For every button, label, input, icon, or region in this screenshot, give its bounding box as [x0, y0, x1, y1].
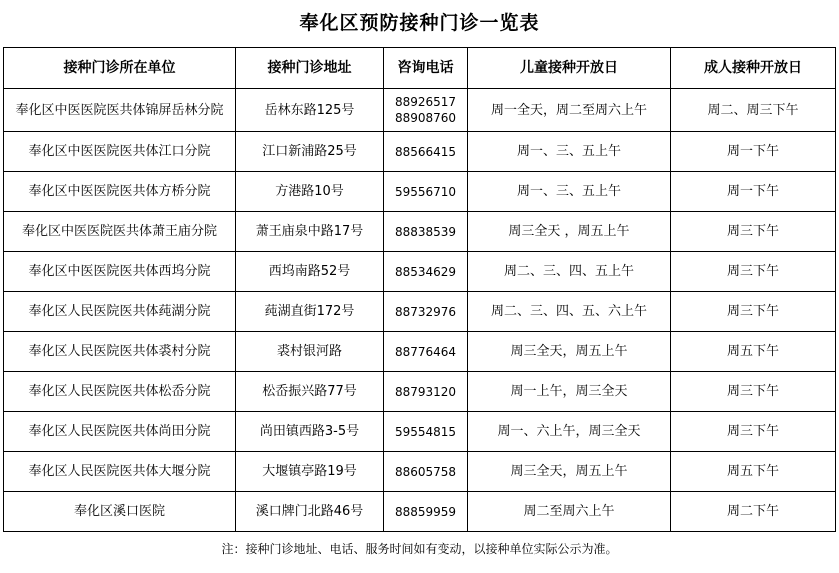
cell-adult-days: 周一下午: [671, 132, 836, 172]
cell-child-days: 周三全天，周五上午: [468, 452, 671, 492]
cell-child-days: 周一、三、五上午: [468, 132, 671, 172]
cell-phone: [384, 172, 468, 212]
cell-address: 岳林东路125号: [236, 89, 384, 132]
cell-child-days: 周三全天 ，周五上午: [468, 212, 671, 252]
cell-unit: 奉化区人民医院医共体裘村分院: [4, 332, 236, 372]
header-phone: 咨询电话: [384, 48, 468, 89]
cell-adult-days: 周三下午: [671, 412, 836, 452]
phone-number: 88605758: [394, 464, 457, 479]
cell-child-days: 周二、三、四、五上午: [468, 252, 671, 292]
table-row: [4, 452, 836, 492]
cell-unit: 奉化区人民医院医共体莼湖分院: [4, 292, 236, 332]
table-row: [4, 372, 836, 412]
page-title: 奉化区预防接种门诊一览表: [299, 12, 540, 34]
note-row: [4, 532, 836, 567]
cell-address: 萧王庙泉中路17号: [236, 212, 384, 252]
cell-unit: 奉化区中医医院医共体方桥分院: [4, 172, 236, 212]
cell-unit: 奉化区中医医院医共体萧王庙分院: [4, 212, 236, 252]
table-row: [4, 252, 836, 292]
phone-number: 88926517: [394, 95, 457, 109]
cell-address: 松岙振兴路77号: [236, 372, 384, 412]
table-row: [4, 292, 836, 332]
cell-adult-days: 周二、周三下午: [671, 89, 836, 132]
phone-number: 59554815: [394, 424, 457, 439]
table-row: [4, 132, 836, 172]
cell-child-days: 周一全天，周二至周六上午: [468, 89, 671, 132]
cell-child-days: 周三全天，周五上午: [468, 332, 671, 372]
cell-unit: 奉化区人民医院医共体大堰分院: [4, 452, 236, 492]
phone-number: 88534629: [394, 264, 457, 279]
table-row: [4, 412, 836, 452]
cell-adult-days: 周一下午: [671, 172, 836, 212]
phone-number: 88793120: [394, 384, 457, 399]
cell-adult-days: 周三下午: [671, 252, 836, 292]
cell-child-days: 周二、三、四、五、六上午: [468, 292, 671, 332]
header-child-days: 儿童接种开放日: [468, 48, 671, 89]
cell-phone: [384, 492, 468, 532]
cell-address: 莼湖直街172号: [236, 292, 384, 332]
cell-child-days: 周一上午，周三全天: [468, 372, 671, 412]
cell-adult-days: 周三下午: [671, 372, 836, 412]
cell-unit: 奉化区中医医院医共体江口分院: [4, 132, 236, 172]
table-row: [4, 172, 836, 212]
footnote: 注：接种门诊地址、电话、服务时间如有变动，以接种单位实际公示为准。: [4, 532, 836, 567]
table-row: [4, 492, 836, 532]
table-row: [4, 212, 836, 252]
cell-phone: [384, 212, 468, 252]
clinic-table: [3, 47, 836, 566]
cell-address: 溪口牌门北路46号: [236, 492, 384, 532]
phone-number: 59556710: [394, 184, 457, 199]
table-row: [4, 332, 836, 372]
cell-phone: [384, 452, 468, 492]
cell-adult-days: 周五下午: [671, 332, 836, 372]
phone-number: 88566415: [394, 144, 457, 159]
header-adult-days: 成人接种开放日: [671, 48, 836, 89]
cell-adult-days: 周五下午: [671, 452, 836, 492]
cell-phone: [384, 292, 468, 332]
phone-number: 88908760: [394, 111, 457, 125]
cell-unit: 奉化区人民医院医共体松岙分院: [4, 372, 236, 412]
cell-phone: [384, 412, 468, 452]
phone-number: 88732976: [394, 304, 457, 319]
cell-address: 裘村银河路: [236, 332, 384, 372]
cell-unit: 奉化区人民医院医共体尚田分院: [4, 412, 236, 452]
cell-child-days: 周一、六上午，周三全天: [468, 412, 671, 452]
cell-unit: 奉化区溪口医院: [4, 492, 236, 532]
header-unit: 接种门诊所在单位: [4, 48, 236, 89]
cell-adult-days: 周三下午: [671, 292, 836, 332]
cell-phone: [384, 332, 468, 372]
cell-address: 江口新浦路25号: [236, 132, 384, 172]
header-address: 接种门诊地址: [236, 48, 384, 89]
cell-phone: [384, 252, 468, 292]
cell-address: 方港路10号: [236, 172, 384, 212]
cell-address: 尚田镇西路3-5号: [236, 412, 384, 452]
table-header-row: [4, 48, 836, 89]
cell-unit: 奉化区中医医院医共体西坞分院: [4, 252, 236, 292]
cell-child-days: 周二至周六上午: [468, 492, 671, 532]
phone-number: 88776464: [394, 344, 457, 359]
phone-number: 88859959: [394, 504, 457, 519]
cell-address: 大堰镇亭路19号: [236, 452, 384, 492]
table-row: [4, 89, 836, 132]
cell-phone: [384, 132, 468, 172]
cell-adult-days: 周三下午: [671, 212, 836, 252]
cell-address: 西坞南路52号: [236, 252, 384, 292]
cell-phone: [384, 372, 468, 412]
cell-phone: [384, 89, 468, 132]
cell-unit: 奉化区中医医院医共体锦屏岳林分院: [4, 89, 236, 132]
cell-adult-days: 周二下午: [671, 492, 836, 532]
cell-child-days: 周一、三、五上午: [468, 172, 671, 212]
phone-number: 88838539: [394, 224, 457, 239]
